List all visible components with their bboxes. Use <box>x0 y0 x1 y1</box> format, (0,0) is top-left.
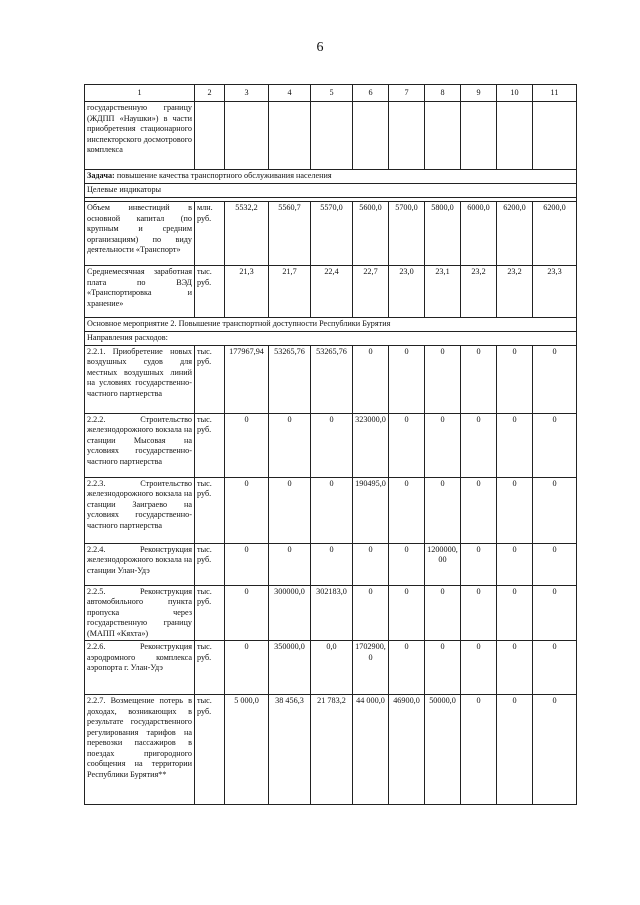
measure-value: 21 783,2 <box>311 695 353 805</box>
indicator-value: 6200,0 <box>497 202 533 266</box>
task-text: повышение качества транспортного обслуживания населения <box>114 171 332 180</box>
measure-row <box>85 641 577 695</box>
header-cell: 3 <box>225 85 269 102</box>
measure-value: 53265,76 <box>311 345 353 413</box>
empty-cell <box>195 102 225 170</box>
measure-value: 0 <box>311 477 353 543</box>
page-number: 6 <box>316 40 324 55</box>
measure-value: 350000,0 <box>269 641 311 695</box>
measure-value: 323000,0 <box>353 413 389 477</box>
measure-value: 0 <box>497 543 533 585</box>
measure-value: 0 <box>225 641 269 695</box>
measure-value: 0 <box>311 543 353 585</box>
measure-value: 0 <box>497 641 533 695</box>
header-cell: 4 <box>269 85 311 102</box>
task-label: Задача: <box>87 171 115 180</box>
measure-value: 0 <box>353 585 389 641</box>
measure-name: 2.2.3. Строительство железнодорожного вокзала на станции Заиграево на условиях государственно-частного партнерства <box>85 477 195 543</box>
measure-value: 0 <box>425 345 461 413</box>
measure-value: 0 <box>353 543 389 585</box>
indicator-name: Объем инвестиций в основной капитал (по крупным и средним организациям) по виду деятельности «Транспорт» <box>85 202 195 266</box>
measure-value: 0 <box>497 345 533 413</box>
measure-value: 302183,0 <box>311 585 353 641</box>
empty-cell <box>389 102 425 170</box>
indicator-value: 5600,0 <box>353 202 389 266</box>
indicator-value: 21,7 <box>269 266 311 318</box>
measure-value: 0 <box>461 345 497 413</box>
measure-value: 0 <box>533 695 577 805</box>
measure-value: 5 000,0 <box>225 695 269 805</box>
empty-cell <box>425 102 461 170</box>
indicator-value: 22,7 <box>353 266 389 318</box>
indicator-row <box>85 202 577 266</box>
task-row <box>85 170 577 184</box>
header-cell: 6 <box>353 85 389 102</box>
header-cell: 7 <box>389 85 425 102</box>
measure-name: 2.2.6. Реконструкция аэродромного комплекса аэропорта г. Улан-Удэ <box>85 641 195 695</box>
measure-value: 46900,0 <box>389 695 425 805</box>
header-cell: 11 <box>533 85 577 102</box>
program-table <box>84 84 577 805</box>
empty-cell <box>497 102 533 170</box>
indicator-unit: тыс. руб. <box>195 266 225 318</box>
indicator-value: 5570,0 <box>311 202 353 266</box>
measure-row <box>85 585 577 641</box>
measure-name: 2.2.1. Приобретение новых воздушных судов для местных воздушных линий на условиях государственно-частного партнерства <box>85 345 195 413</box>
measure-value: 0 <box>225 413 269 477</box>
measure-value: 0 <box>425 585 461 641</box>
measure-value: 0 <box>389 413 425 477</box>
measure-value: 1200000,00 <box>425 543 461 585</box>
indicator-value: 21,3 <box>225 266 269 318</box>
indicator-name: Среднемесячная заработная плата по ВЭД «Транспортировка и хранение» <box>85 266 195 318</box>
measure-value: 0 <box>425 477 461 543</box>
measure-value: 190495,0 <box>353 477 389 543</box>
measure-value: 53265,76 <box>269 345 311 413</box>
measure-unit: тыс. руб. <box>195 413 225 477</box>
measure-value: 0 <box>461 695 497 805</box>
empty-cell <box>533 102 577 170</box>
header-cell: 5 <box>311 85 353 102</box>
indicator-value: 23,3 <box>533 266 577 318</box>
measure-row <box>85 695 577 805</box>
measure-row <box>85 413 577 477</box>
header-cell: 10 <box>497 85 533 102</box>
measure-value: 44 000,0 <box>353 695 389 805</box>
measure-unit: тыс. руб. <box>195 585 225 641</box>
measure-value: 0 <box>461 585 497 641</box>
indicator-unit: млн. руб. <box>195 202 225 266</box>
measure-unit: тыс. руб. <box>195 345 225 413</box>
measure-row <box>85 543 577 585</box>
measure-value: 0 <box>461 413 497 477</box>
measure-unit: тыс. руб. <box>195 695 225 805</box>
measure-name: 2.2.5. Реконструкция автомобильного пункта пропуска через государственную границу (МАПП «Кяхта») <box>85 585 195 641</box>
header-cell: 1 <box>85 85 195 102</box>
measure-value: 0 <box>425 413 461 477</box>
measure-unit: тыс. руб. <box>195 543 225 585</box>
measure-value: 0 <box>533 345 577 413</box>
indicator-value: 5800,0 <box>425 202 461 266</box>
measure-unit: тыс. руб. <box>195 477 225 543</box>
indicator-row <box>85 266 577 318</box>
measure-row <box>85 345 577 413</box>
measure-name: 2.2.4. Реконструкция железнодорожного вокзала на станции Улан-Удэ <box>85 543 195 585</box>
main-event: Основное мероприятие 2. Повышение транспортной доступности Республики Бурятия <box>85 318 577 332</box>
measure-value: 300000,0 <box>269 585 311 641</box>
measure-value: 0 <box>425 641 461 695</box>
measure-value: 1702900,0 <box>353 641 389 695</box>
empty-cell <box>225 102 269 170</box>
indicators-heading-row <box>85 184 577 198</box>
continuation-row <box>85 102 577 170</box>
header-cell: 2 <box>195 85 225 102</box>
measure-value: 0 <box>389 543 425 585</box>
measure-value: 0 <box>497 477 533 543</box>
measure-value: 0 <box>225 585 269 641</box>
measure-value: 38 456,3 <box>269 695 311 805</box>
indicator-value: 5700,0 <box>389 202 425 266</box>
empty-cell <box>311 102 353 170</box>
measure-value: 0 <box>389 641 425 695</box>
indicator-value: 22,4 <box>311 266 353 318</box>
table-body <box>85 85 577 805</box>
measure-value: 0 <box>533 477 577 543</box>
measure-value: 0 <box>497 413 533 477</box>
measure-value: 177967,94 <box>225 345 269 413</box>
measure-value: 0 <box>461 477 497 543</box>
directions-heading-row <box>85 332 577 346</box>
indicator-value: 6200,0 <box>533 202 577 266</box>
measure-value: 0 <box>533 641 577 695</box>
measure-value: 0 <box>269 413 311 477</box>
empty-cell <box>269 102 311 170</box>
measure-unit: тыс. руб. <box>195 641 225 695</box>
indicators-heading: Целевые индикаторы <box>85 184 577 198</box>
measure-value: 50000,0 <box>425 695 461 805</box>
measure-value: 0 <box>225 543 269 585</box>
header-row <box>85 85 577 102</box>
indicator-value: 6000,0 <box>461 202 497 266</box>
measure-value: 0 <box>461 641 497 695</box>
measure-value: 0 <box>533 413 577 477</box>
measure-value: 0 <box>269 543 311 585</box>
measure-row <box>85 477 577 543</box>
measure-name: 2.2.7. Возмещение потерь в доходах, возникающих в результате государственного регулирования тарифов на перевозки пассажиров в поездах пригородного сообщения на территории Республики Бурятия** <box>85 695 195 805</box>
measure-value: 0 <box>497 695 533 805</box>
measure-value: 0 <box>269 477 311 543</box>
continuation-cell: государственную границу (ЖДПП «Наушки») в части приобретения стационарного инспекторского досмотрового комплекса <box>85 102 195 170</box>
directions-heading: Направления расходов: <box>85 332 577 346</box>
measure-value: 0,0 <box>311 641 353 695</box>
measure-value: 0 <box>389 345 425 413</box>
empty-cell <box>353 102 389 170</box>
empty-cell <box>461 102 497 170</box>
measure-value: 0 <box>461 543 497 585</box>
measure-value: 0 <box>389 585 425 641</box>
indicator-value: 23,2 <box>461 266 497 318</box>
measure-value: 0 <box>533 585 577 641</box>
main-event-row <box>85 318 577 332</box>
indicator-value: 23,0 <box>389 266 425 318</box>
task-cell <box>85 170 577 184</box>
measure-value: 0 <box>497 585 533 641</box>
measure-value: 0 <box>353 345 389 413</box>
measure-value: 0 <box>533 543 577 585</box>
indicator-value: 23,1 <box>425 266 461 318</box>
indicator-value: 23,2 <box>497 266 533 318</box>
measure-name: 2.2.2. Строительство железнодорожного вокзала на станции Мысовая на условиях государственно-частного партнерства <box>85 413 195 477</box>
header-cell: 9 <box>461 85 497 102</box>
measure-value: 0 <box>311 413 353 477</box>
indicator-value: 5560,7 <box>269 202 311 266</box>
measure-value: 0 <box>389 477 425 543</box>
measure-value: 0 <box>225 477 269 543</box>
header-cell: 8 <box>425 85 461 102</box>
indicator-value: 5532,2 <box>225 202 269 266</box>
